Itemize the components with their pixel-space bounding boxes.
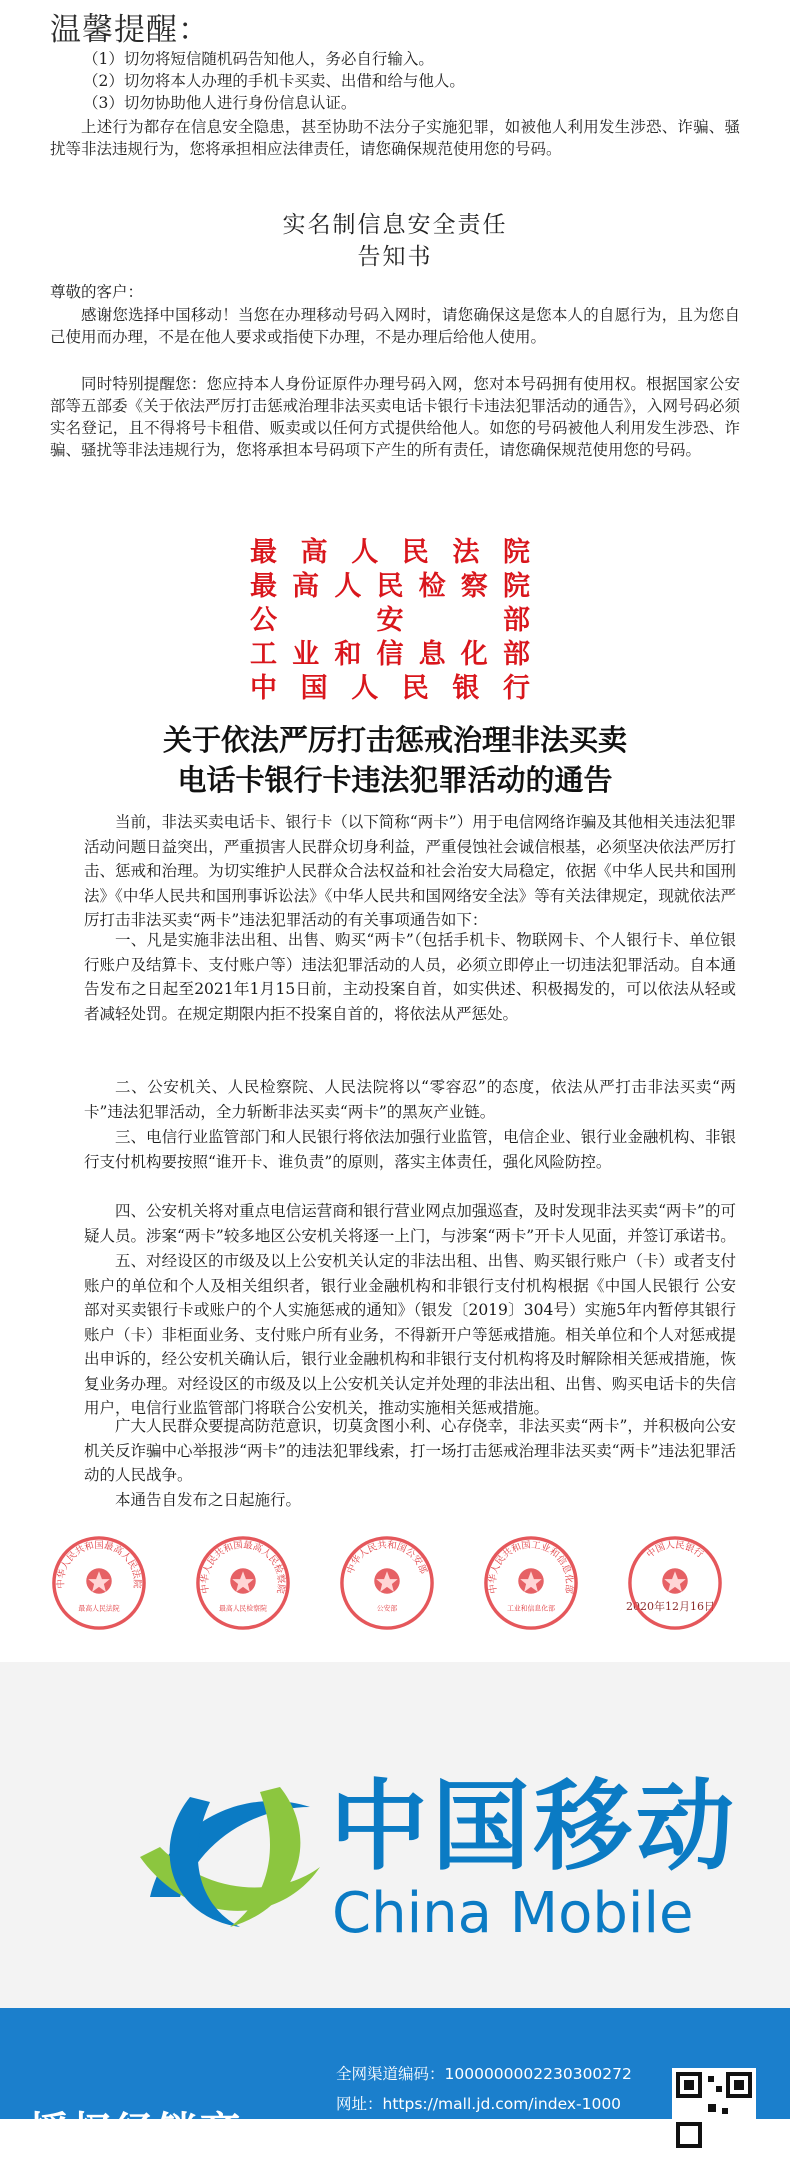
responsibility-notice (0, 186, 790, 496)
decree-paragraph: 一、凡是实施非法出租、出售、购买“两卡”（包括手机卡、物联网卡、个人银行卡、单位银行账户及结算卡、支付账户等）违法犯罪活动的人员，必须立即停止一切违法犯罪活动。自本通告发布之日起至2021年1月15日前，主动投案自首，如实供述、积极揭发的，可以依法从轻或者减轻处罚。在规定期限内拒不投案自首的，将依法从严惩处。 (84, 931, 736, 1023)
official-seal-icon (194, 1534, 292, 1632)
decree-paragraph: 当前，非法买卖电话卡、银行卡（以下简称“两卡”）用于电信网络诈骗及其他相关违法犯罪活动问题日益突出，严重损害人民群众切身利益，严重侵蚀社会诚信根基，必须坚决依法严厉打击、惩戒和治理。为切实维护人民群众合法权益和社会治安大局稳定，依据《中华人民共和国刑法》《中华人民共和国刑事诉讼法》《中华人民共和国网络安全法》等有关法律规定，现就依法严厉打击非法买卖“两卡”违法犯罪活动的有关事项通告如下： (84, 813, 736, 929)
brand-section (0, 1662, 790, 2008)
qr-code-icon[interactable] (672, 2068, 756, 2152)
decree-section (0, 496, 790, 1662)
tips-note: 上述行为都存在信息安全隐患，甚至协助不法分子实施犯罪，如被他人利用发生涉恐、诈骗、骚扰等非法违规行为，您将承担相应法律责任，请您确保规范使用您的号码。 (50, 118, 740, 158)
svg-text:工业和信息化部: 工业和信息化部 (506, 1604, 556, 1613)
official-seal-icon (50, 1534, 148, 1632)
decree-paragraph: 四、公安机关将对重点电信运营商和银行营业网点加强巡查，及时发现非法买卖“两卡”的可疑人员。涉案“两卡”较多地区公安机关将逐一上门，与涉案“两卡”开卡人见面，并签订承诺书。 (84, 1202, 736, 1245)
decree-paragraph: 五、对经设区的市级及以上公安机关认定的非法出租、出售、购买银行账户（卡）或者支付账户的单位和个人及相关组织者，银行业金融机构和非银行支付机构根据《中国人民银行 公安部对买卖银行卡或账户的个人实施惩戒的通知》（银发〔2019〕304号）实施5年内暂停其银行账户（卡）非柜面业务、支付账户所有业务，不得新开户等惩戒措施。相关单位和个人对惩戒提出申诉的，经公安机关确认后，银行业金融机构和非银行支付机构将及时解除相关惩戒措施，恢复业务办理。对经设区的市级及以上公安机关认定并处理的非法出租、出售、购买电话卡的失信用户，电信行业监管部门将联合公安机关，推动实施相关惩戒措施。 (84, 1252, 736, 1417)
svg-text:中华人民共和国最高人民检察院: 中华人民共和国最高人民检察院 (199, 1539, 287, 1595)
svg-text:中华人民共和国公安部: 中华人民共和国公安部 (345, 1539, 429, 1576)
issuing-organization: 中 国 人 民 银 行 (250, 673, 530, 704)
decree-paragraph: 三、电信行业监管部门和人民银行将依法加强行业监管，电信企业、银行业金融机构、非银行支付机构要按照“谁开卡、谁负责”的原则，落实主体责任，强化风险防控。 (84, 1128, 736, 1171)
channel-code: 全网渠道编码：1000000002230300272 (336, 2065, 632, 2083)
store-url[interactable]: 网址：https://mall.jd.com/index-1000 (336, 2095, 622, 2113)
svg-text:公安部: 公安部 (376, 1604, 398, 1613)
dealer-footer (0, 2008, 790, 2155)
brand-name-en: China Mobile (332, 1881, 694, 1946)
notice-title: 实名制信息安全责任 (282, 212, 508, 238)
decree-title: 电话卡银行卡违法犯罪活动的通告 (177, 763, 613, 797)
issuing-organizations (250, 536, 530, 706)
svg-text:中华人民共和国工业和信息化部: 中华人民共和国工业和信息化部 (487, 1539, 575, 1595)
svg-text:中华人民共和国最高人民法院: 中华人民共和国最高人民法院 (55, 1539, 143, 1589)
tips-list (83, 48, 465, 114)
tips-item: （1）切勿将短信随机码告知他人，务必自行输入。 (83, 50, 434, 68)
china-mobile-logo-icon (130, 1777, 330, 1937)
svg-text:最高人民检察院: 最高人民检察院 (218, 1604, 268, 1613)
decree-paragraph: 本通告自发布之日起施行。 (115, 1491, 302, 1509)
tips-section (0, 0, 790, 186)
tips-item: （2）切勿将本人办理的手机卡买卖、出借和给与他人。 (83, 72, 465, 90)
issuing-organization: 工 业 和 信 息 化 部 (250, 639, 530, 670)
notice-greeting: 尊敬的客户： (50, 283, 144, 301)
issuing-organization: 公 安 部 (250, 605, 530, 636)
decree-paragraph: 二、公安机关、人民检察院、人民法院将以“零容忍”的态度，依法从严打击非法买卖“两卡”违法犯罪活动，全力斩断非法买卖“两卡”的黑灰产业链。 (84, 1078, 736, 1121)
decree-title: 关于依法严厉打击惩戒治理非法买卖 (162, 723, 627, 757)
notice-paragraph: 感谢您选择中国移动！当您在办理移动号码入网时，请您确保这是您本人的自愿行为，且为您自己使用而办理，不是在他人要求或指使下办理，不是办理后给他人使用。 (50, 306, 740, 346)
official-seal-icon (338, 1534, 436, 1632)
issuing-organization: 最 高 人 民 法 院 (250, 537, 530, 568)
svg-text:最高人民法院: 最高人民法院 (78, 1604, 120, 1613)
official-seal-icon (482, 1534, 580, 1632)
authorized-dealer-banner: 授权经销商 (28, 2109, 243, 2155)
notice-subtitle: 告知书 (357, 244, 433, 270)
svg-text:中国人民银行: 中国人民银行 (644, 1539, 706, 1561)
decree-date: 2020年12月16日 (626, 1600, 715, 1613)
official-seals (50, 1534, 740, 1634)
notice-paragraph: 同时特别提醒您：您应持本人身份证原件办理号码入网，您对本号码拥有使用权。根据国家公安部等五部委《关于依法严厉打击惩戒治理非法买卖电话卡银行卡违法犯罪活动的通告》，入网号码必须实名登记，且不得将号卡租借、贩卖或以任何方式提供给他人。如您的号码被他人利用发生涉恐、诈骗、骚扰等非法违规行为，您将承担本号码项下产生的所有责任，请您确保规范使用您的号码。 (50, 375, 740, 459)
issuing-organization: 最 高 人 民 检 察 院 (250, 571, 530, 602)
decree-paragraph: 广大人民群众要提高防范意识，切莫贪图小利、心存侥幸，非法买卖“两卡”，并积极向公安机关反诈骗中心举报涉“两卡”的违法犯罪线索，打一场打击惩戒治理非法买卖“两卡”违法犯罪活动的人民战争。 (84, 1417, 736, 1484)
brand-name-cn: 中国移动 (330, 1770, 739, 1884)
official-seal-icon (626, 1534, 724, 1632)
tips-item: （3）切勿协助他人进行身份信息认证。 (83, 94, 357, 112)
tips-title: 温馨提醒： (50, 12, 210, 48)
